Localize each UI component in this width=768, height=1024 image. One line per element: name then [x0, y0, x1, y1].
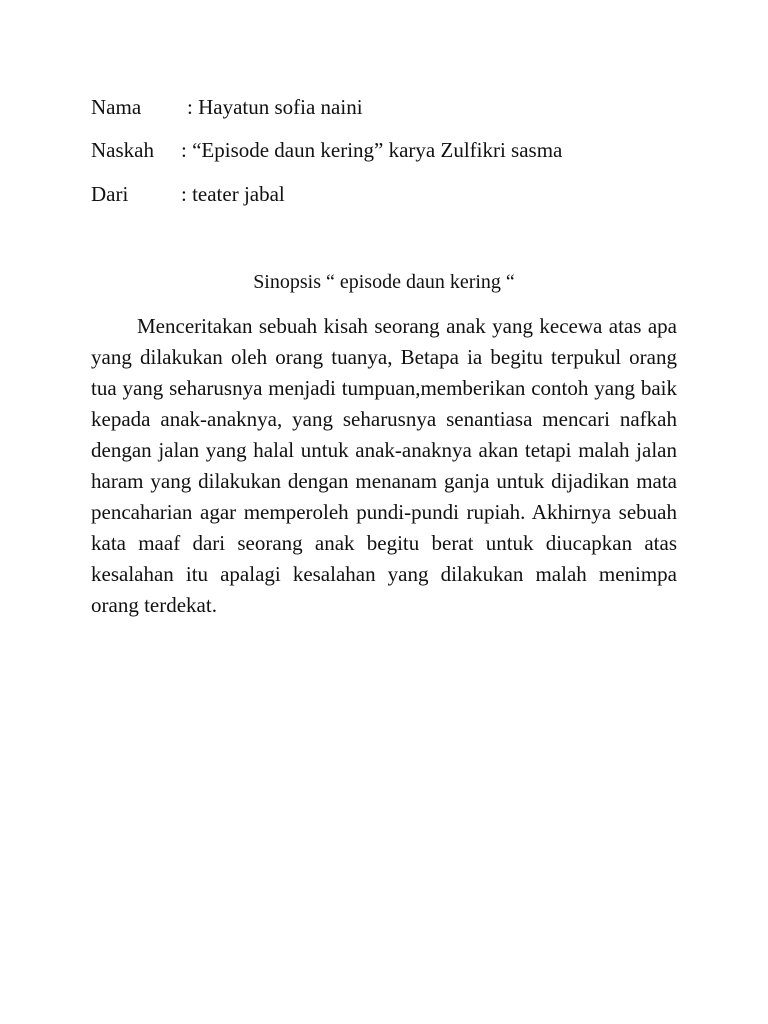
dari-label: Dari	[91, 182, 129, 206]
dari-value: : teater jabal	[181, 182, 285, 206]
synopsis-title: Sinopsis “ episode daun kering “	[253, 271, 515, 293]
nama-label: Nama	[91, 95, 142, 119]
nama-row	[91, 95, 363, 119]
nama-value: : Hayatun sofia naini	[187, 95, 363, 119]
naskah-row	[91, 138, 563, 162]
synopsis-paragraph: Menceritakan sebuah kisah seorang anak yang kecewa atas apa yang dilakukan oleh orang tuanya, Betapa ia begitu terpukul orang tua yang seharusnya menjadi tumpuan,memberikan contoh yang baik kepada anak-anaknya, yang seharusnya senantiasa mencari nafkah dengan jalan yang halal untuk anak-anaknya akan tetapi malah jalan haram yang dilakukan dengan menanam ganja untuk dijadikan mata pencaharian agar memperoleh pundi-pundi rupiah. Akhirnya sebuah kata maaf dari seorang anak begitu berat untuk diucapkan atas kesalahan itu apalagi kesalahan yang dilakukan malah menimpa orang terdekat.	[91, 314, 677, 617]
naskah-label: Naskah	[91, 138, 154, 162]
dari-row	[91, 182, 285, 206]
naskah-value: : “Episode daun kering” karya Zulfikri sasma	[181, 138, 563, 162]
